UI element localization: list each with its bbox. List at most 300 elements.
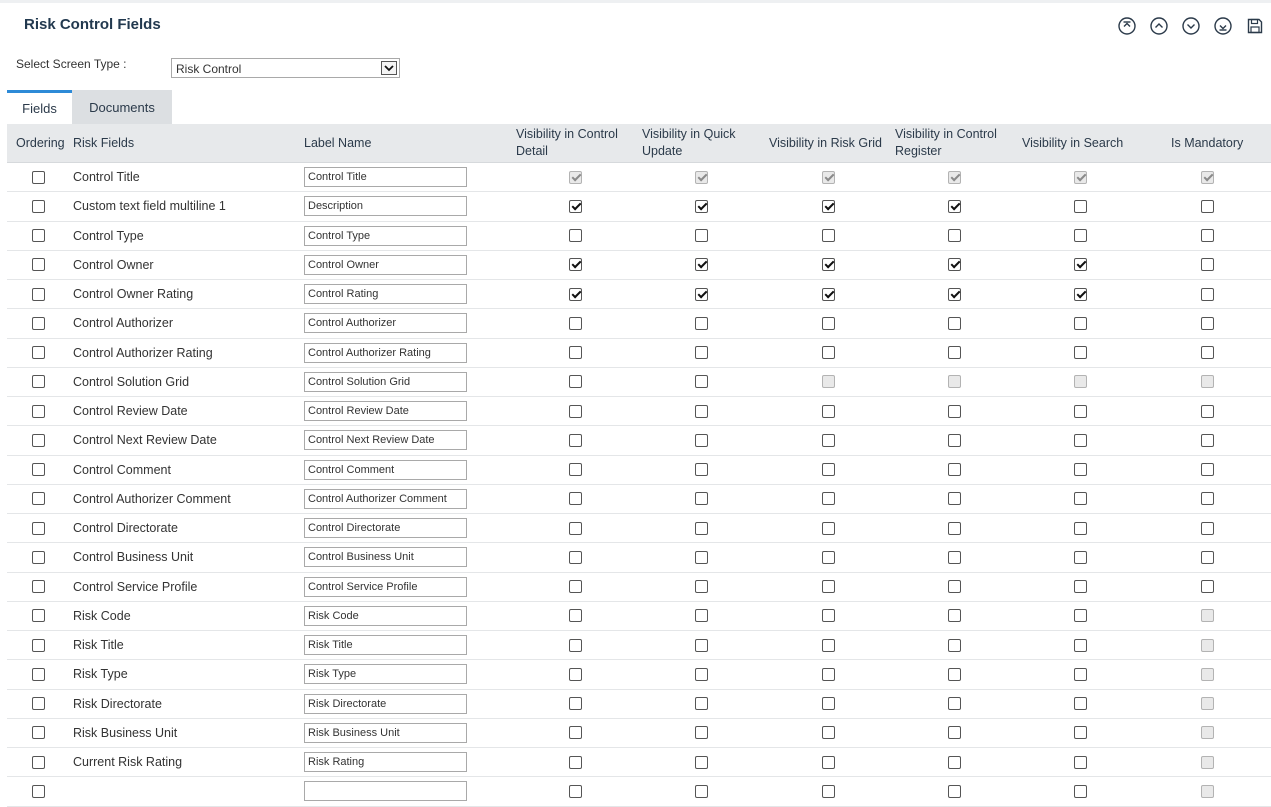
label-name-input[interactable]: Control Authorizer bbox=[304, 313, 467, 333]
label-name-cell bbox=[304, 397, 467, 425]
search-cell bbox=[1074, 602, 1087, 630]
mandatory-cell bbox=[1201, 690, 1214, 718]
risk-grid-checkbox[interactable] bbox=[822, 200, 835, 213]
ordering-checkbox[interactable] bbox=[32, 492, 45, 505]
search-cell bbox=[1074, 690, 1087, 718]
move-up-button[interactable] bbox=[1149, 16, 1169, 36]
ordering-checkbox[interactable] bbox=[32, 346, 45, 359]
control-register-checkbox[interactable] bbox=[948, 229, 961, 242]
ordering-cell bbox=[32, 660, 45, 688]
control-register-checkbox[interactable] bbox=[948, 288, 961, 301]
search-cell bbox=[1074, 222, 1087, 250]
ordering-checkbox[interactable] bbox=[32, 551, 45, 564]
ordering-checkbox[interactable] bbox=[32, 609, 45, 622]
save-button[interactable] bbox=[1245, 16, 1265, 36]
col-label-name: Label Name bbox=[304, 135, 372, 150]
ordering-checkbox[interactable] bbox=[32, 434, 45, 447]
mandatory-cell bbox=[1201, 426, 1214, 454]
risk-grid-cell bbox=[822, 280, 835, 308]
label-name-input[interactable] bbox=[304, 781, 467, 801]
save-icon bbox=[1246, 17, 1264, 35]
table-row bbox=[7, 192, 1271, 221]
control-detail-checkbox[interactable] bbox=[569, 258, 582, 271]
control-detail-checkbox[interactable] bbox=[569, 697, 582, 710]
quick-update-checkbox[interactable] bbox=[695, 405, 708, 418]
search-checkbox[interactable] bbox=[1074, 639, 1087, 652]
search-checkbox[interactable] bbox=[1074, 405, 1087, 418]
search-checkbox[interactable] bbox=[1074, 726, 1087, 739]
search-cell bbox=[1074, 748, 1087, 776]
risk-field-name: Risk Directorate bbox=[73, 696, 162, 711]
quick-update-checkbox[interactable] bbox=[695, 551, 708, 564]
control-register-cell bbox=[948, 485, 961, 513]
quick-update-cell bbox=[695, 514, 708, 542]
label-name-input[interactable]: Control Comment bbox=[304, 460, 467, 480]
double-chevron-up-icon bbox=[1118, 17, 1136, 35]
risk-grid-checkbox[interactable] bbox=[822, 756, 835, 769]
tab-fields[interactable]: Fields bbox=[7, 90, 72, 124]
control-detail-cell bbox=[569, 777, 582, 805]
ordering-checkbox[interactable] bbox=[32, 258, 45, 271]
risk-field-name: Control Directorate bbox=[73, 521, 178, 535]
search-checkbox[interactable] bbox=[1074, 463, 1087, 476]
table-row bbox=[7, 222, 1271, 251]
search-checkbox[interactable] bbox=[1074, 580, 1087, 593]
mandatory-checkbox bbox=[1201, 726, 1214, 739]
control-detail-checkbox[interactable] bbox=[569, 229, 582, 242]
quick-update-cell bbox=[695, 543, 708, 571]
quick-update-cell bbox=[695, 631, 708, 659]
search-checkbox[interactable] bbox=[1074, 756, 1087, 769]
control-register-cell bbox=[948, 602, 961, 630]
quick-update-checkbox[interactable] bbox=[695, 375, 708, 388]
quick-update-checkbox[interactable] bbox=[695, 200, 708, 213]
risk-field-name: Risk Code bbox=[73, 608, 131, 623]
control-register-cell bbox=[948, 631, 961, 659]
move-top-button[interactable] bbox=[1117, 16, 1137, 36]
label-name-cell bbox=[304, 777, 467, 805]
control-register-checkbox[interactable] bbox=[948, 697, 961, 710]
risk-grid-cell bbox=[822, 690, 835, 718]
control-register-checkbox[interactable] bbox=[948, 434, 961, 447]
search-checkbox[interactable] bbox=[1074, 522, 1087, 535]
label-name-cell bbox=[304, 748, 467, 776]
control-register-cell bbox=[948, 251, 961, 279]
search-checkbox[interactable] bbox=[1074, 346, 1087, 359]
mandatory-cell bbox=[1201, 631, 1214, 659]
control-detail-cell bbox=[569, 309, 582, 337]
risk-grid-cell bbox=[822, 192, 835, 220]
control-detail-cell bbox=[569, 631, 582, 659]
risk-grid-checkbox[interactable] bbox=[822, 726, 835, 739]
quick-update-cell bbox=[695, 309, 708, 337]
quick-update-checkbox[interactable] bbox=[695, 668, 708, 681]
control-detail-checkbox[interactable] bbox=[569, 522, 582, 535]
label-name-cell bbox=[304, 573, 467, 601]
control-register-checkbox[interactable] bbox=[948, 785, 961, 798]
risk-grid-checkbox[interactable] bbox=[822, 463, 835, 476]
mandatory-checkbox[interactable] bbox=[1201, 463, 1214, 476]
ordering-checkbox[interactable] bbox=[32, 171, 45, 184]
quick-update-checkbox[interactable] bbox=[695, 229, 708, 242]
mandatory-checkbox[interactable] bbox=[1201, 288, 1214, 301]
risk-field-name: Control Owner Rating bbox=[73, 287, 194, 301]
control-register-checkbox[interactable] bbox=[948, 405, 961, 418]
table-row bbox=[7, 748, 1271, 777]
ordering-checkbox[interactable] bbox=[32, 317, 45, 330]
top-border bbox=[0, 0, 1271, 3]
ordering-checkbox[interactable] bbox=[32, 405, 45, 418]
quick-update-checkbox[interactable] bbox=[695, 492, 708, 505]
quick-update-checkbox bbox=[695, 171, 708, 184]
risk-grid-checkbox[interactable] bbox=[822, 434, 835, 447]
risk-field-name: Current Risk Rating bbox=[73, 755, 183, 769]
label-name-input[interactable]: Control Rating bbox=[304, 284, 467, 304]
mandatory-checkbox[interactable] bbox=[1201, 492, 1214, 505]
control-register-checkbox[interactable] bbox=[948, 580, 961, 593]
ordering-checkbox[interactable] bbox=[32, 785, 45, 798]
search-checkbox[interactable] bbox=[1074, 785, 1087, 798]
label-name-input[interactable]: Control Directorate bbox=[304, 518, 467, 538]
risk-grid-checkbox bbox=[822, 375, 835, 388]
control-register-cell bbox=[948, 660, 961, 688]
search-cell bbox=[1074, 163, 1087, 191]
search-cell bbox=[1074, 280, 1087, 308]
label-name-input[interactable]: Risk Business Unit bbox=[304, 723, 467, 743]
risk-grid-checkbox[interactable] bbox=[822, 668, 835, 681]
quick-update-checkbox[interactable] bbox=[695, 434, 708, 447]
search-checkbox[interactable] bbox=[1074, 434, 1087, 447]
label-name-input[interactable]: Control Next Review Date bbox=[304, 430, 467, 450]
label-name-cell bbox=[304, 280, 467, 308]
mandatory-cell bbox=[1201, 748, 1214, 776]
ordering-checkbox[interactable] bbox=[32, 756, 45, 769]
search-checkbox[interactable] bbox=[1074, 229, 1087, 242]
mandatory-checkbox[interactable] bbox=[1201, 346, 1214, 359]
risk-grid-checkbox[interactable] bbox=[822, 405, 835, 418]
quick-update-checkbox[interactable] bbox=[695, 317, 708, 330]
search-checkbox[interactable] bbox=[1074, 492, 1087, 505]
risk-grid-cell bbox=[822, 602, 835, 630]
quick-update-cell bbox=[695, 456, 708, 484]
mandatory-cell bbox=[1201, 485, 1214, 513]
label-name-input[interactable]: Control Solution Grid bbox=[304, 372, 467, 392]
ordering-checkbox[interactable] bbox=[32, 375, 45, 388]
search-checkbox[interactable] bbox=[1074, 258, 1087, 271]
mandatory-checkbox[interactable] bbox=[1201, 200, 1214, 213]
search-cell bbox=[1074, 397, 1087, 425]
ordering-cell bbox=[32, 631, 45, 659]
risk-grid-checkbox[interactable] bbox=[822, 697, 835, 710]
control-register-checkbox[interactable] bbox=[948, 668, 961, 681]
ordering-cell bbox=[32, 690, 45, 718]
control-register-checkbox[interactable] bbox=[948, 756, 961, 769]
risk-field-name: Control Authorizer Rating bbox=[73, 345, 213, 360]
search-cell bbox=[1074, 777, 1087, 805]
mandatory-cell bbox=[1201, 368, 1214, 396]
label-name-cell bbox=[304, 163, 467, 191]
table-row bbox=[7, 660, 1271, 689]
control-detail-cell bbox=[569, 690, 582, 718]
control-detail-checkbox[interactable] bbox=[569, 200, 582, 213]
mandatory-checkbox[interactable] bbox=[1201, 229, 1214, 242]
label-name-input[interactable]: Control Service Profile bbox=[304, 577, 467, 597]
control-detail-checkbox[interactable] bbox=[569, 288, 582, 301]
quick-update-checkbox[interactable] bbox=[695, 697, 708, 710]
tab-documents[interactable]: Documents bbox=[72, 90, 172, 124]
chevron-up-icon bbox=[1150, 17, 1168, 35]
control-register-checkbox[interactable] bbox=[948, 492, 961, 505]
risk-grid-cell bbox=[822, 485, 835, 513]
control-detail-cell bbox=[569, 485, 582, 513]
control-detail-cell bbox=[569, 543, 582, 571]
search-checkbox bbox=[1074, 375, 1087, 388]
control-detail-checkbox[interactable] bbox=[569, 668, 582, 681]
label-name-input[interactable]: Control Review Date bbox=[304, 401, 467, 421]
control-detail-checkbox[interactable] bbox=[569, 639, 582, 652]
label-name-cell bbox=[304, 456, 467, 484]
control-detail-checkbox[interactable] bbox=[569, 463, 582, 476]
search-checkbox[interactable] bbox=[1074, 551, 1087, 564]
risk-grid-checkbox[interactable] bbox=[822, 317, 835, 330]
risk-grid-checkbox[interactable] bbox=[822, 258, 835, 271]
ordering-checkbox[interactable] bbox=[32, 697, 45, 710]
quick-update-cell bbox=[695, 222, 708, 250]
mandatory-cell bbox=[1201, 339, 1214, 367]
mandatory-checkbox[interactable] bbox=[1201, 434, 1214, 447]
risk-grid-cell bbox=[822, 631, 835, 659]
control-detail-checkbox[interactable] bbox=[569, 580, 582, 593]
ordering-checkbox[interactable] bbox=[32, 639, 45, 652]
control-register-cell bbox=[948, 777, 961, 805]
search-checkbox bbox=[1074, 171, 1087, 184]
fields-grid bbox=[7, 124, 1271, 807]
quick-update-checkbox[interactable] bbox=[695, 522, 708, 535]
control-register-checkbox[interactable] bbox=[948, 463, 961, 476]
risk-grid-checkbox[interactable] bbox=[822, 551, 835, 564]
quick-update-cell bbox=[695, 397, 708, 425]
quick-update-cell bbox=[695, 192, 708, 220]
quick-update-cell bbox=[695, 660, 708, 688]
risk-grid-checkbox[interactable] bbox=[822, 785, 835, 798]
mandatory-cell bbox=[1201, 602, 1214, 630]
control-detail-checkbox[interactable] bbox=[569, 785, 582, 798]
risk-field-name: Control Type bbox=[73, 228, 144, 243]
col-is-mandatory: Is Mandatory bbox=[1171, 135, 1244, 150]
risk-field-name: Control Service Profile bbox=[73, 579, 198, 594]
control-register-checkbox[interactable] bbox=[948, 609, 961, 622]
control-register-cell bbox=[948, 163, 961, 191]
risk-grid-cell bbox=[822, 543, 835, 571]
label-name-input[interactable]: Description bbox=[304, 196, 467, 216]
label-name-input[interactable]: Control Type bbox=[304, 226, 467, 246]
quick-update-cell bbox=[695, 426, 708, 454]
ordering-cell bbox=[32, 280, 45, 308]
control-detail-checkbox[interactable] bbox=[569, 551, 582, 564]
label-name-input[interactable]: Risk Title bbox=[304, 635, 467, 655]
ordering-cell bbox=[32, 309, 45, 337]
control-detail-checkbox[interactable] bbox=[569, 492, 582, 505]
label-name-input[interactable]: Risk Code bbox=[304, 606, 467, 626]
control-detail-checkbox[interactable] bbox=[569, 434, 582, 447]
ordering-checkbox[interactable] bbox=[32, 288, 45, 301]
quick-update-checkbox[interactable] bbox=[695, 580, 708, 593]
control-detail-checkbox[interactable] bbox=[569, 317, 582, 330]
search-cell bbox=[1074, 719, 1087, 747]
search-checkbox[interactable] bbox=[1074, 668, 1087, 681]
label-name-input[interactable]: Risk Rating bbox=[304, 752, 467, 772]
search-checkbox[interactable] bbox=[1074, 697, 1087, 710]
mandatory-checkbox[interactable] bbox=[1201, 522, 1214, 535]
risk-grid-cell bbox=[822, 456, 835, 484]
quick-update-cell bbox=[695, 777, 708, 805]
col-risk-fields: Risk Fields bbox=[73, 135, 135, 150]
control-detail-checkbox[interactable] bbox=[569, 346, 582, 359]
control-detail-cell bbox=[569, 748, 582, 776]
tab-bar bbox=[7, 90, 172, 124]
quick-update-checkbox[interactable] bbox=[695, 785, 708, 798]
search-cell bbox=[1074, 514, 1087, 542]
search-checkbox[interactable] bbox=[1074, 609, 1087, 622]
risk-grid-checkbox[interactable] bbox=[822, 609, 835, 622]
quick-update-cell bbox=[695, 690, 708, 718]
ordering-cell bbox=[32, 192, 45, 220]
mandatory-checkbox[interactable] bbox=[1201, 317, 1214, 330]
control-detail-checkbox[interactable] bbox=[569, 609, 582, 622]
search-checkbox[interactable] bbox=[1074, 200, 1087, 213]
mandatory-checkbox[interactable] bbox=[1201, 551, 1214, 564]
search-cell bbox=[1074, 660, 1087, 688]
table-row bbox=[7, 280, 1271, 309]
risk-grid-checkbox[interactable] bbox=[822, 346, 835, 359]
control-detail-checkbox[interactable] bbox=[569, 405, 582, 418]
quick-update-checkbox[interactable] bbox=[695, 288, 708, 301]
ordering-checkbox[interactable] bbox=[32, 668, 45, 681]
ordering-checkbox[interactable] bbox=[32, 522, 45, 535]
mandatory-checkbox bbox=[1201, 785, 1214, 798]
control-register-checkbox[interactable] bbox=[948, 346, 961, 359]
mandatory-checkbox[interactable] bbox=[1201, 580, 1214, 593]
search-cell bbox=[1074, 456, 1087, 484]
control-detail-checkbox[interactable] bbox=[569, 375, 582, 388]
risk-grid-checkbox[interactable] bbox=[822, 492, 835, 505]
label-name-input[interactable]: Control Business Unit bbox=[304, 547, 467, 567]
control-detail-checkbox[interactable] bbox=[569, 726, 582, 739]
search-checkbox[interactable] bbox=[1074, 317, 1087, 330]
quick-update-checkbox[interactable] bbox=[695, 726, 708, 739]
control-detail-cell bbox=[569, 719, 582, 747]
ordering-checkbox[interactable] bbox=[32, 200, 45, 213]
label-name-input[interactable]: Control Authorizer Comment bbox=[304, 489, 467, 509]
table-row bbox=[7, 631, 1271, 660]
control-detail-cell bbox=[569, 397, 582, 425]
control-detail-cell bbox=[569, 660, 582, 688]
control-register-checkbox[interactable] bbox=[948, 639, 961, 652]
move-down-button[interactable] bbox=[1181, 16, 1201, 36]
risk-field-name: Control Owner bbox=[73, 257, 154, 272]
mandatory-checkbox[interactable] bbox=[1201, 405, 1214, 418]
quick-update-checkbox[interactable] bbox=[695, 346, 708, 359]
ordering-cell bbox=[32, 602, 45, 630]
risk-grid-cell bbox=[822, 777, 835, 805]
control-register-checkbox bbox=[948, 171, 961, 184]
move-bottom-button[interactable] bbox=[1213, 16, 1233, 36]
mandatory-cell bbox=[1201, 514, 1214, 542]
control-detail-checkbox[interactable] bbox=[569, 756, 582, 769]
label-name-input[interactable]: Control Owner bbox=[304, 255, 467, 275]
control-register-checkbox[interactable] bbox=[948, 258, 961, 271]
control-register-checkbox[interactable] bbox=[948, 200, 961, 213]
control-register-cell bbox=[948, 368, 961, 396]
risk-grid-checkbox[interactable] bbox=[822, 288, 835, 301]
label-name-cell bbox=[304, 192, 467, 220]
quick-update-checkbox[interactable] bbox=[695, 756, 708, 769]
label-name-input[interactable]: Control Authorizer Rating bbox=[304, 343, 467, 363]
col-vis-control-register: Visibility in Control Register bbox=[895, 127, 997, 158]
ordering-checkbox[interactable] bbox=[32, 463, 45, 476]
mandatory-cell bbox=[1201, 163, 1214, 191]
label-name-input[interactable]: Risk Type bbox=[304, 664, 467, 684]
grid-header bbox=[7, 124, 1271, 163]
risk-grid-checkbox[interactable] bbox=[822, 522, 835, 535]
table-row bbox=[7, 368, 1271, 397]
risk-grid-cell bbox=[822, 660, 835, 688]
quick-update-checkbox[interactable] bbox=[695, 609, 708, 622]
mandatory-cell bbox=[1201, 719, 1214, 747]
risk-grid-checkbox[interactable] bbox=[822, 639, 835, 652]
ordering-checkbox[interactable] bbox=[32, 580, 45, 593]
control-register-checkbox[interactable] bbox=[948, 726, 961, 739]
label-name-cell bbox=[304, 339, 467, 367]
mandatory-cell bbox=[1201, 192, 1214, 220]
quick-update-checkbox[interactable] bbox=[695, 258, 708, 271]
table-row bbox=[7, 309, 1271, 338]
risk-field-name: Control Title bbox=[73, 170, 140, 184]
control-register-checkbox[interactable] bbox=[948, 551, 961, 564]
label-name-input[interactable]: Risk Directorate bbox=[304, 694, 467, 714]
ordering-cell bbox=[32, 222, 45, 250]
ordering-checkbox[interactable] bbox=[32, 229, 45, 242]
screen-type-value: Risk Control bbox=[176, 62, 242, 76]
control-register-cell bbox=[948, 192, 961, 220]
ordering-cell bbox=[32, 163, 45, 191]
control-register-cell bbox=[948, 573, 961, 601]
search-checkbox[interactable] bbox=[1074, 288, 1087, 301]
label-name-input[interactable]: Control Title bbox=[304, 167, 467, 187]
label-name-cell bbox=[304, 426, 467, 454]
quick-update-cell bbox=[695, 748, 708, 776]
chevron-down-icon[interactable] bbox=[381, 61, 397, 75]
screen-type-select[interactable] bbox=[171, 58, 400, 78]
table-row bbox=[7, 251, 1271, 280]
quick-update-checkbox[interactable] bbox=[695, 639, 708, 652]
quick-update-checkbox[interactable] bbox=[695, 463, 708, 476]
control-register-checkbox[interactable] bbox=[948, 317, 961, 330]
mandatory-checkbox bbox=[1201, 639, 1214, 652]
control-register-checkbox[interactable] bbox=[948, 522, 961, 535]
mandatory-checkbox bbox=[1201, 697, 1214, 710]
search-cell bbox=[1074, 485, 1087, 513]
risk-field-name: Control Next Review Date bbox=[73, 433, 217, 448]
label-name-cell bbox=[304, 514, 467, 542]
risk-grid-cell bbox=[822, 426, 835, 454]
mandatory-cell bbox=[1201, 573, 1214, 601]
mandatory-checkbox[interactable] bbox=[1201, 258, 1214, 271]
risk-grid-checkbox[interactable] bbox=[822, 580, 835, 593]
ordering-cell bbox=[32, 368, 45, 396]
ordering-checkbox[interactable] bbox=[32, 726, 45, 739]
risk-grid-checkbox[interactable] bbox=[822, 229, 835, 242]
